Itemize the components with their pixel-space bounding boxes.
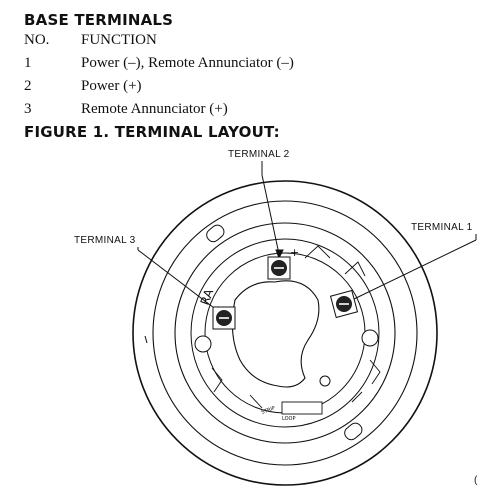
terminal-1-screw xyxy=(331,291,358,318)
callout-terminal-2: TERMINAL 2 xyxy=(228,149,290,160)
table-header-no: NO. xyxy=(24,32,50,48)
table-row-1-function: Power (–), Remote Annunciator (–) xyxy=(81,55,294,71)
table-row-3-function: Remote Annunciator (+) xyxy=(81,101,228,117)
mounting-slot-bottom-right xyxy=(342,421,364,443)
terminal-3-screw xyxy=(213,307,235,329)
ra-mark: RA xyxy=(197,287,217,308)
table-row-1-no: 1 xyxy=(24,55,32,71)
loop-mark: LOOP xyxy=(282,416,296,422)
section-title: BASE TERMINALS xyxy=(24,11,174,29)
strip-mark: STRIP xyxy=(260,405,277,416)
loop-label-plate xyxy=(282,402,322,414)
small-hole xyxy=(320,376,330,386)
callout-terminal-3: TERMINAL 3 xyxy=(74,235,136,246)
terminal-2-screw xyxy=(268,257,290,279)
mounting-hole-left xyxy=(195,336,211,352)
table-header-function: FUNCTION xyxy=(81,32,157,48)
table-row-2-function: Power (+) xyxy=(81,78,142,94)
figure-title: FIGURE 1. TERMINAL LAYOUT: xyxy=(24,123,280,141)
alignment-mark xyxy=(145,336,147,343)
center-cutout xyxy=(232,281,318,387)
page-mark: ( xyxy=(474,475,478,486)
table-row-3-no: 3 xyxy=(24,101,32,117)
plus-mark: + xyxy=(290,246,300,259)
mounting-hole-right xyxy=(362,330,378,346)
terminal-layout-diagram xyxy=(0,140,500,500)
callout-terminal-1: TERMINAL 1 xyxy=(411,222,473,233)
table-row-2-no: 2 xyxy=(24,78,32,94)
